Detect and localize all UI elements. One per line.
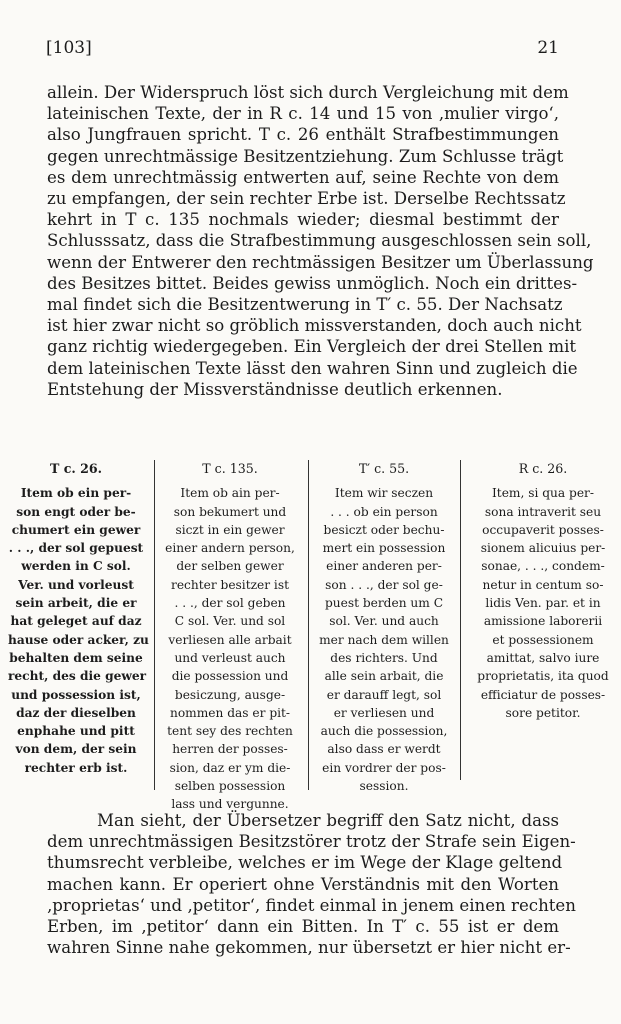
column-line: hat geleget auf daz xyxy=(10,614,142,629)
column-line: Ver. und vorleust xyxy=(18,577,134,592)
column-line: sion, daz er ym die- xyxy=(169,760,291,775)
column-line: auch die possession, xyxy=(320,724,448,739)
column-line: sol. Ver. und auch xyxy=(329,614,439,629)
text-line: dem lateinischen Texte lässt den wahren Sinn und zugleich die xyxy=(47,358,578,378)
column-line: werden in C sol. xyxy=(21,559,131,574)
column-line: enphahe und pitt xyxy=(17,724,135,739)
column-line: sionem alicuius per- xyxy=(480,541,606,556)
column-divider xyxy=(308,460,309,790)
column-line: einer andern person, xyxy=(165,541,295,556)
text-line: ist hier zwar nicht so gröblich missverstanden, doch auch nicht xyxy=(47,316,582,336)
column-line: also dass er werdt xyxy=(327,742,441,757)
column-line: lidis Ven. par. et in xyxy=(485,596,601,611)
column-line: sonae, . . ., condem- xyxy=(481,559,605,574)
text-line: wenn der Entwerer den rechtmässigen Besitzer um Überlassung xyxy=(47,252,594,272)
text-line: also Jungfrauen spricht. T c. 26 enthält Strafbestimmungen xyxy=(47,125,559,145)
column-line: sore petitor. xyxy=(505,705,581,720)
text-line: kehrt in T c. 135 nochmals wieder; diesmal bestimmt der xyxy=(47,210,559,230)
column-line: des richters. Und xyxy=(330,650,438,665)
column-line: . . . ob ein person xyxy=(330,504,438,519)
column-line: puest berden um C xyxy=(324,596,444,611)
column-line: mer nach dem willen xyxy=(319,632,449,647)
column-line: son . . ., der sol ge- xyxy=(325,577,443,592)
column-divider xyxy=(154,460,155,790)
text-line: allein. Der Widerspruch löst sich durch Vergleichung mit dem xyxy=(47,83,569,102)
column-line: amittat, salvo iure xyxy=(486,650,600,665)
column-heading: R c. 26. xyxy=(518,461,568,476)
column-heading: T′ c. 55. xyxy=(358,461,410,476)
column-line: son bekumert und xyxy=(173,504,287,519)
text-line: machen kann. Er operiert ohne Verständnis mit den Worten xyxy=(47,874,559,894)
column-line: occupaverit posses- xyxy=(482,522,604,537)
column-line: C sol. Ver. und sol xyxy=(174,614,286,629)
column-line: ein vordrer der pos- xyxy=(322,760,446,775)
paragraph-2 xyxy=(47,810,576,958)
text-line: es dem unrechtmässig entwerten auf, seine Rechte von dem xyxy=(47,167,559,187)
column-line: er darauff legt, sol xyxy=(326,687,442,702)
column-r-26 xyxy=(468,460,618,722)
column-line: efficiatur de posses- xyxy=(480,687,606,702)
text-line: des Besitzes bittet. Beides gewiss unmöglich. Noch ein drittes- xyxy=(47,273,578,293)
text-line: ‚proprietas‘ und ‚petitor‘, findet einmal in jenem einen rechten xyxy=(47,895,576,915)
column-line: amissione laborerii xyxy=(483,614,603,629)
column-line: Item, si qua per- xyxy=(491,486,594,501)
column-line: Item ob ain per- xyxy=(180,486,280,501)
column-heading: T c. 26. xyxy=(49,461,103,476)
column-line: . . ., der sol gepuest xyxy=(8,541,144,556)
column-line: und verleust auch xyxy=(174,650,286,665)
comparison-columns xyxy=(8,460,609,812)
column-line: verliesen alle arbait xyxy=(168,632,292,647)
text-line: wahren Sinne nahe gekommen, nur übersetzt er hier nicht er- xyxy=(47,938,571,958)
column-line: son engt oder be- xyxy=(16,504,136,519)
column-line: session. xyxy=(359,779,409,794)
column-t-prime-55 xyxy=(315,460,453,795)
column-line: besiczung, ausge- xyxy=(174,687,286,702)
column-line: lass und vergunne. xyxy=(171,797,289,812)
column-line: sein arbeit, die er xyxy=(15,596,137,611)
column-line: selben possession xyxy=(174,779,286,794)
column-line: et possessionem xyxy=(492,632,594,647)
column-line: siczt in ein gewer xyxy=(175,522,285,537)
column-line: von dem, der sein xyxy=(15,742,137,757)
column-divider xyxy=(460,460,461,780)
column-line: hause oder acker, zu xyxy=(8,632,149,647)
column-line: . . ., der sol geben xyxy=(174,596,286,611)
column-heading: T c. 135. xyxy=(202,461,258,476)
text-line: Man sieht, der Übersetzer begriff den Satz nicht, dass xyxy=(97,811,559,830)
column-line: und possession ist, xyxy=(11,687,141,702)
text-line: ganz richtig wiedergegeben. Ein Vergleich der drei Stellen mit xyxy=(47,337,577,357)
column-line: besiczt oder bechu- xyxy=(323,522,445,537)
column-line: alle sein arbait, die xyxy=(324,669,444,684)
column-line: Item wir seczen xyxy=(334,486,434,501)
text-line: zu empfangen, der sein rechter Erbe ist. Derselbe Rechtssatz xyxy=(47,189,566,209)
text-line: Erben, im ‚petitor‘ dann ein Bitten. In T′ c. 55 ist er dem xyxy=(47,917,559,937)
paragraph-1 xyxy=(47,82,594,400)
column-line: herren der posses- xyxy=(172,742,288,757)
column-line: daz der dieselben xyxy=(16,705,136,720)
text-line: Entstehung der Missverständnisse deutlich erkennen. xyxy=(47,379,503,399)
column-t-26 xyxy=(8,460,149,777)
column-line: nommen das er pit- xyxy=(169,705,291,720)
column-line: netur in centum so- xyxy=(482,577,604,592)
text-line: dem unrechtmässigen Besitzstörer trotz der Strafe sein Eigen- xyxy=(47,832,576,852)
text-line: mal findet sich die Besitzentwerung in T′ c. 55. Der Nachsatz xyxy=(47,295,563,315)
column-line: Item ob ein per- xyxy=(20,486,132,501)
column-line: behalten dem seine xyxy=(9,650,143,665)
column-line: die possession und xyxy=(171,669,289,684)
column-line: der selben gewer xyxy=(176,559,284,574)
page-number: 21 xyxy=(537,38,559,58)
column-line: chumert ein gewer xyxy=(11,522,141,537)
column-line: rechter erb ist. xyxy=(24,760,128,775)
column-line: einer anderen per- xyxy=(326,559,442,574)
text-line: thumsrecht verbleibe, welches er im Wege der Klage geltend xyxy=(47,853,563,873)
column-line: mert ein possession xyxy=(322,541,446,556)
page-header xyxy=(46,38,559,58)
page-reference: [103] xyxy=(46,38,92,58)
text-line: gegen unrechtmässige Besitzentziehung. Zum Schlusse trägt xyxy=(47,146,564,166)
column-line: sona intraverit seu xyxy=(484,504,602,519)
column-line: recht, des die gewer xyxy=(8,669,147,684)
column-t-135 xyxy=(160,460,300,814)
column-line: tent sey des rechten xyxy=(167,724,293,739)
column-line: proprietatis, ita quod xyxy=(477,669,609,684)
column-line: rechter besitzer ist xyxy=(171,577,289,592)
text-line: lateinischen Texte, der in R c. 14 und 15 von ‚mulier virgo‘, xyxy=(47,104,559,124)
column-line: er verliesen und xyxy=(333,705,435,720)
text-line: Schlusssatz, dass die Strafbestimmung ausgeschlossen sein soll, xyxy=(47,231,592,251)
